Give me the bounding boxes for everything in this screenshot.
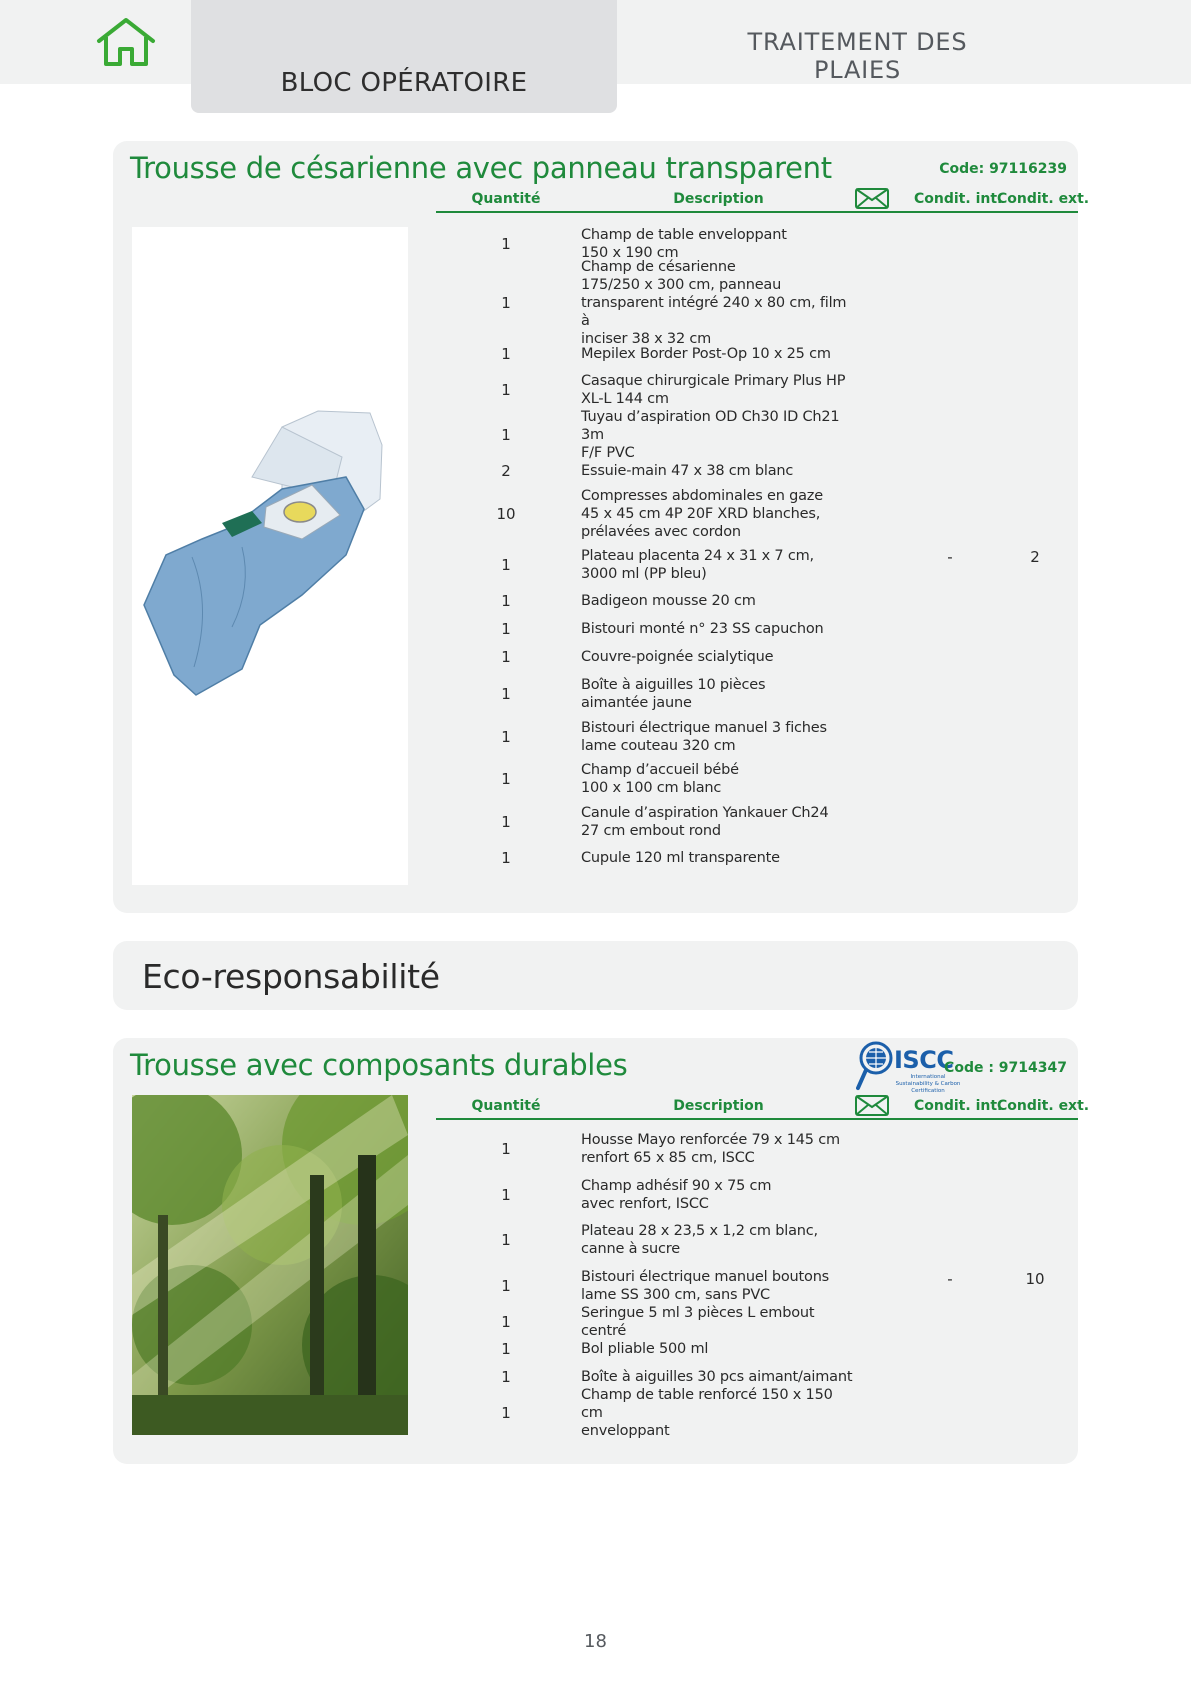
- row-quantity: 1: [501, 1231, 511, 1249]
- table-row: [436, 758, 856, 800]
- page-number: 18: [584, 1631, 607, 1652]
- row-description: Essuie-main 47 x 38 cm blanc: [581, 463, 794, 479]
- row-quantity: 1: [501, 648, 511, 666]
- product-card-sustainable: [113, 1038, 1090, 1464]
- product-code: Code: 97116239: [939, 161, 1067, 177]
- iscc-subtitle: International Sustainability & Carbon Certification: [895, 1074, 961, 1094]
- row-description: Bol pliable 500 ml: [581, 1341, 709, 1357]
- col-cond-ext: Condit. ext.: [997, 1098, 1090, 1114]
- row-quantity: 1: [501, 1185, 511, 1204]
- table-row: [436, 643, 856, 671]
- cond-int-value: -: [947, 1270, 953, 1288]
- row-description: Plateau 28 x 23,5 x 1,2 cm blanc, canne à sucre: [581, 1223, 818, 1257]
- table-row: [436, 543, 856, 587]
- cond-ext-value: 2: [1030, 548, 1040, 566]
- row-quantity: 1: [501, 345, 511, 363]
- table-row: [436, 408, 856, 461]
- row-quantity: 1: [501, 1312, 511, 1331]
- table-row: [436, 1304, 856, 1339]
- row-description: Champ de césarienne 175/250 x 300 cm, panneau transparent intégré 240 x 80 cm, film à inciser 38 x 32 cm: [581, 258, 847, 347]
- col-quantity: Quantité: [471, 1098, 541, 1114]
- table-row: [436, 1387, 856, 1439]
- row-quantity: 1: [501, 1140, 511, 1158]
- row-description: Seringue 5 ml 3 pièces L embout centré: [581, 1304, 815, 1339]
- row-description: Compresses abdominales en gaze 45 x 45 cm 4P 20F XRD blanches, prélavées avec cordon: [581, 488, 823, 540]
- table-row: [436, 587, 856, 615]
- table-row: [436, 800, 856, 844]
- row-description: Tuyau d’aspiration OD Ch30 ID Ch21 3m F/F PVC: [581, 408, 840, 461]
- row-quantity: 1: [501, 728, 511, 746]
- row-quantity: 1: [501, 813, 511, 831]
- table-row: [436, 844, 856, 872]
- table-row: [436, 457, 856, 485]
- product-code: Code : 9714347: [944, 1060, 1067, 1076]
- row-quantity: 1: [501, 620, 511, 638]
- row-quantity: 1: [501, 234, 511, 253]
- table-row: [436, 1263, 856, 1308]
- row-description: Cupule 120 ml transparente: [581, 850, 780, 866]
- eco-title: Eco-responsabilité: [142, 957, 440, 996]
- row-quantity: 1: [501, 425, 511, 444]
- table-row: [436, 367, 856, 412]
- col-cond-ext: Condit. ext.: [997, 191, 1090, 207]
- row-quantity: 1: [501, 380, 511, 399]
- cond-int-value: -: [947, 548, 953, 566]
- table-row: [436, 341, 856, 367]
- cond-ext-value: 10: [1025, 1270, 1045, 1288]
- table-row: [436, 671, 856, 716]
- row-description: Badigeon mousse 20 cm: [581, 593, 756, 609]
- envelope-icon: [855, 1095, 889, 1116]
- product-card-cesarean: [113, 141, 1090, 913]
- row-quantity: 1: [501, 684, 511, 703]
- table-row: [436, 1217, 856, 1263]
- iscc-wordmark: ISCC: [894, 1046, 954, 1074]
- row-quantity: 1: [501, 592, 511, 610]
- row-quantity: 1: [501, 293, 511, 312]
- table-row: [436, 258, 856, 347]
- row-description: Champ de table enveloppant 150 x 190 cm: [581, 226, 787, 261]
- home-icon[interactable]: [95, 16, 157, 68]
- table-row: [436, 1172, 856, 1217]
- component-list: [436, 1126, 856, 1439]
- product-title: Trousse avec composants durables: [130, 1048, 628, 1082]
- section-title: TRAITEMENT DES PLAIES: [747, 28, 968, 84]
- row-description: Champ d’accueil bébé 100 x 100 cm blanc: [581, 762, 739, 796]
- envelope-icon: [855, 188, 889, 209]
- table-header: [436, 1094, 1090, 1120]
- row-quantity: 1: [501, 770, 511, 788]
- table-row: [436, 716, 856, 758]
- row-description: Bistouri monté n° 23 SS capuchon: [581, 621, 824, 637]
- forest-sunlight-picture: [132, 1095, 408, 1435]
- row-quantity: 2: [501, 462, 511, 480]
- chapter-tab[interactable]: [191, 0, 617, 113]
- row-quantity: 1: [501, 556, 511, 574]
- product-title: Trousse de césarienne avec panneau transparent: [130, 151, 832, 185]
- row-description: Casaque chirurgicale Primary Plus HP XL-L 144 cm: [581, 372, 846, 407]
- row-quantity: 10: [496, 505, 516, 523]
- col-cond-int: Condit. int.: [914, 191, 1003, 207]
- table-row: [436, 1126, 856, 1172]
- row-quantity: 1: [501, 1340, 511, 1358]
- row-description: Bistouri électrique manuel boutons lame SS 300 cm, sans PVC: [581, 1268, 830, 1303]
- col-cond-int: Condit. int.: [914, 1098, 1003, 1114]
- row-description: Boîte à aiguilles 30 pcs aimant/aimant: [581, 1369, 853, 1385]
- row-description: Boîte à aiguilles 10 pièces aimantée jaune: [581, 676, 766, 711]
- row-description: Mepilex Border Post-Op 10 x 25 cm: [581, 346, 831, 362]
- table-row: [436, 615, 856, 643]
- product-image-drape: [132, 227, 408, 885]
- row-quantity: 1: [501, 1368, 511, 1386]
- row-quantity: 1: [501, 1404, 511, 1422]
- row-description: Canule d’aspiration Yankauer Ch24 27 cm embout rond: [581, 805, 829, 839]
- table-row: [436, 485, 856, 543]
- col-quantity: Quantité: [471, 191, 541, 207]
- row-description: Bistouri électrique manuel 3 fiches lame couteau 320 cm: [581, 720, 827, 754]
- component-list: [436, 223, 856, 872]
- row-description: Plateau placenta 24 x 31 x 7 cm, 3000 ml (PP bleu): [581, 548, 814, 582]
- eco-banner: [113, 941, 1078, 1010]
- row-description: Couvre-poignée scialytique: [581, 649, 774, 665]
- col-description: Description: [673, 191, 764, 207]
- row-quantity: 1: [501, 1276, 511, 1295]
- row-description: Champ de table renforcé 150 x 150 cm enveloppant: [581, 1387, 833, 1439]
- row-description: Champ adhésif 90 x 75 cm avec renfort, ISCC: [581, 1177, 772, 1212]
- surgical-drape-illustration: [132, 227, 408, 885]
- col-description: Description: [673, 1098, 764, 1114]
- forest-image: [132, 1095, 408, 1435]
- row-quantity: 1: [501, 849, 511, 867]
- row-description: Housse Mayo renforcée 79 x 145 cm renfort 65 x 85 cm, ISCC: [581, 1132, 840, 1166]
- table-header: [436, 187, 1090, 213]
- table-row: [436, 1335, 856, 1363]
- chapter-tab-label: BLOC OPÉRATOIRE: [280, 68, 528, 98]
